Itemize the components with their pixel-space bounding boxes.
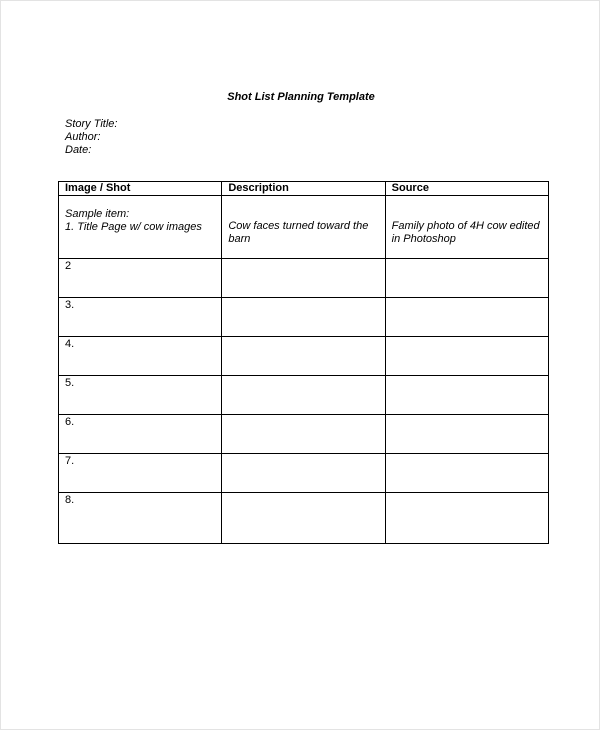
author-label: Author: <box>65 131 101 143</box>
date-label: Date: <box>65 144 92 156</box>
document-meta <box>65 118 117 157</box>
table-header-row <box>59 182 549 196</box>
source-cell[interactable] <box>385 298 548 337</box>
shot-number-cell[interactable]: 4. <box>59 337 222 376</box>
description-cell[interactable] <box>222 259 385 298</box>
description-cell[interactable] <box>222 298 385 337</box>
sample-shot-text: 1. Title Page w/ cow images <box>65 221 202 233</box>
header-description: Description <box>222 182 385 196</box>
table-row <box>59 298 549 337</box>
table-row <box>59 337 549 376</box>
shot-number-cell[interactable]: 7. <box>59 454 222 493</box>
source-cell[interactable] <box>385 454 548 493</box>
description-cell[interactable] <box>222 454 385 493</box>
sample-description-cell[interactable]: Cow faces turned toward the barn <box>222 196 385 259</box>
sample-shot-cell[interactable] <box>59 196 222 259</box>
sample-label: Sample item: <box>65 208 130 220</box>
table-row <box>59 259 549 298</box>
description-cell[interactable] <box>222 493 385 544</box>
table-row <box>59 493 549 544</box>
document-title: Shot List Planning Template <box>227 91 375 103</box>
description-cell[interactable] <box>222 337 385 376</box>
table-row <box>59 376 549 415</box>
header-source: Source <box>385 182 548 196</box>
shot-number-cell[interactable]: 2 <box>59 259 222 298</box>
shot-number-cell[interactable]: 8. <box>59 493 222 544</box>
source-cell[interactable] <box>385 259 548 298</box>
source-cell[interactable] <box>385 337 548 376</box>
sample-source-cell[interactable]: Family photo of 4H cow edited in Photoshop <box>385 196 548 259</box>
source-cell[interactable] <box>385 415 548 454</box>
sample-row <box>59 196 549 259</box>
shot-list-table <box>58 181 549 544</box>
table-row <box>59 415 549 454</box>
description-cell[interactable] <box>222 376 385 415</box>
description-cell[interactable] <box>222 415 385 454</box>
table-row <box>59 454 549 493</box>
shot-number-cell[interactable]: 3. <box>59 298 222 337</box>
story-title-label: Story Title: <box>65 118 118 130</box>
source-cell[interactable] <box>385 376 548 415</box>
shot-number-cell[interactable]: 6. <box>59 415 222 454</box>
shot-number-cell[interactable]: 5. <box>59 376 222 415</box>
header-image-shot: Image / Shot <box>59 182 222 196</box>
source-cell[interactable] <box>385 493 548 544</box>
